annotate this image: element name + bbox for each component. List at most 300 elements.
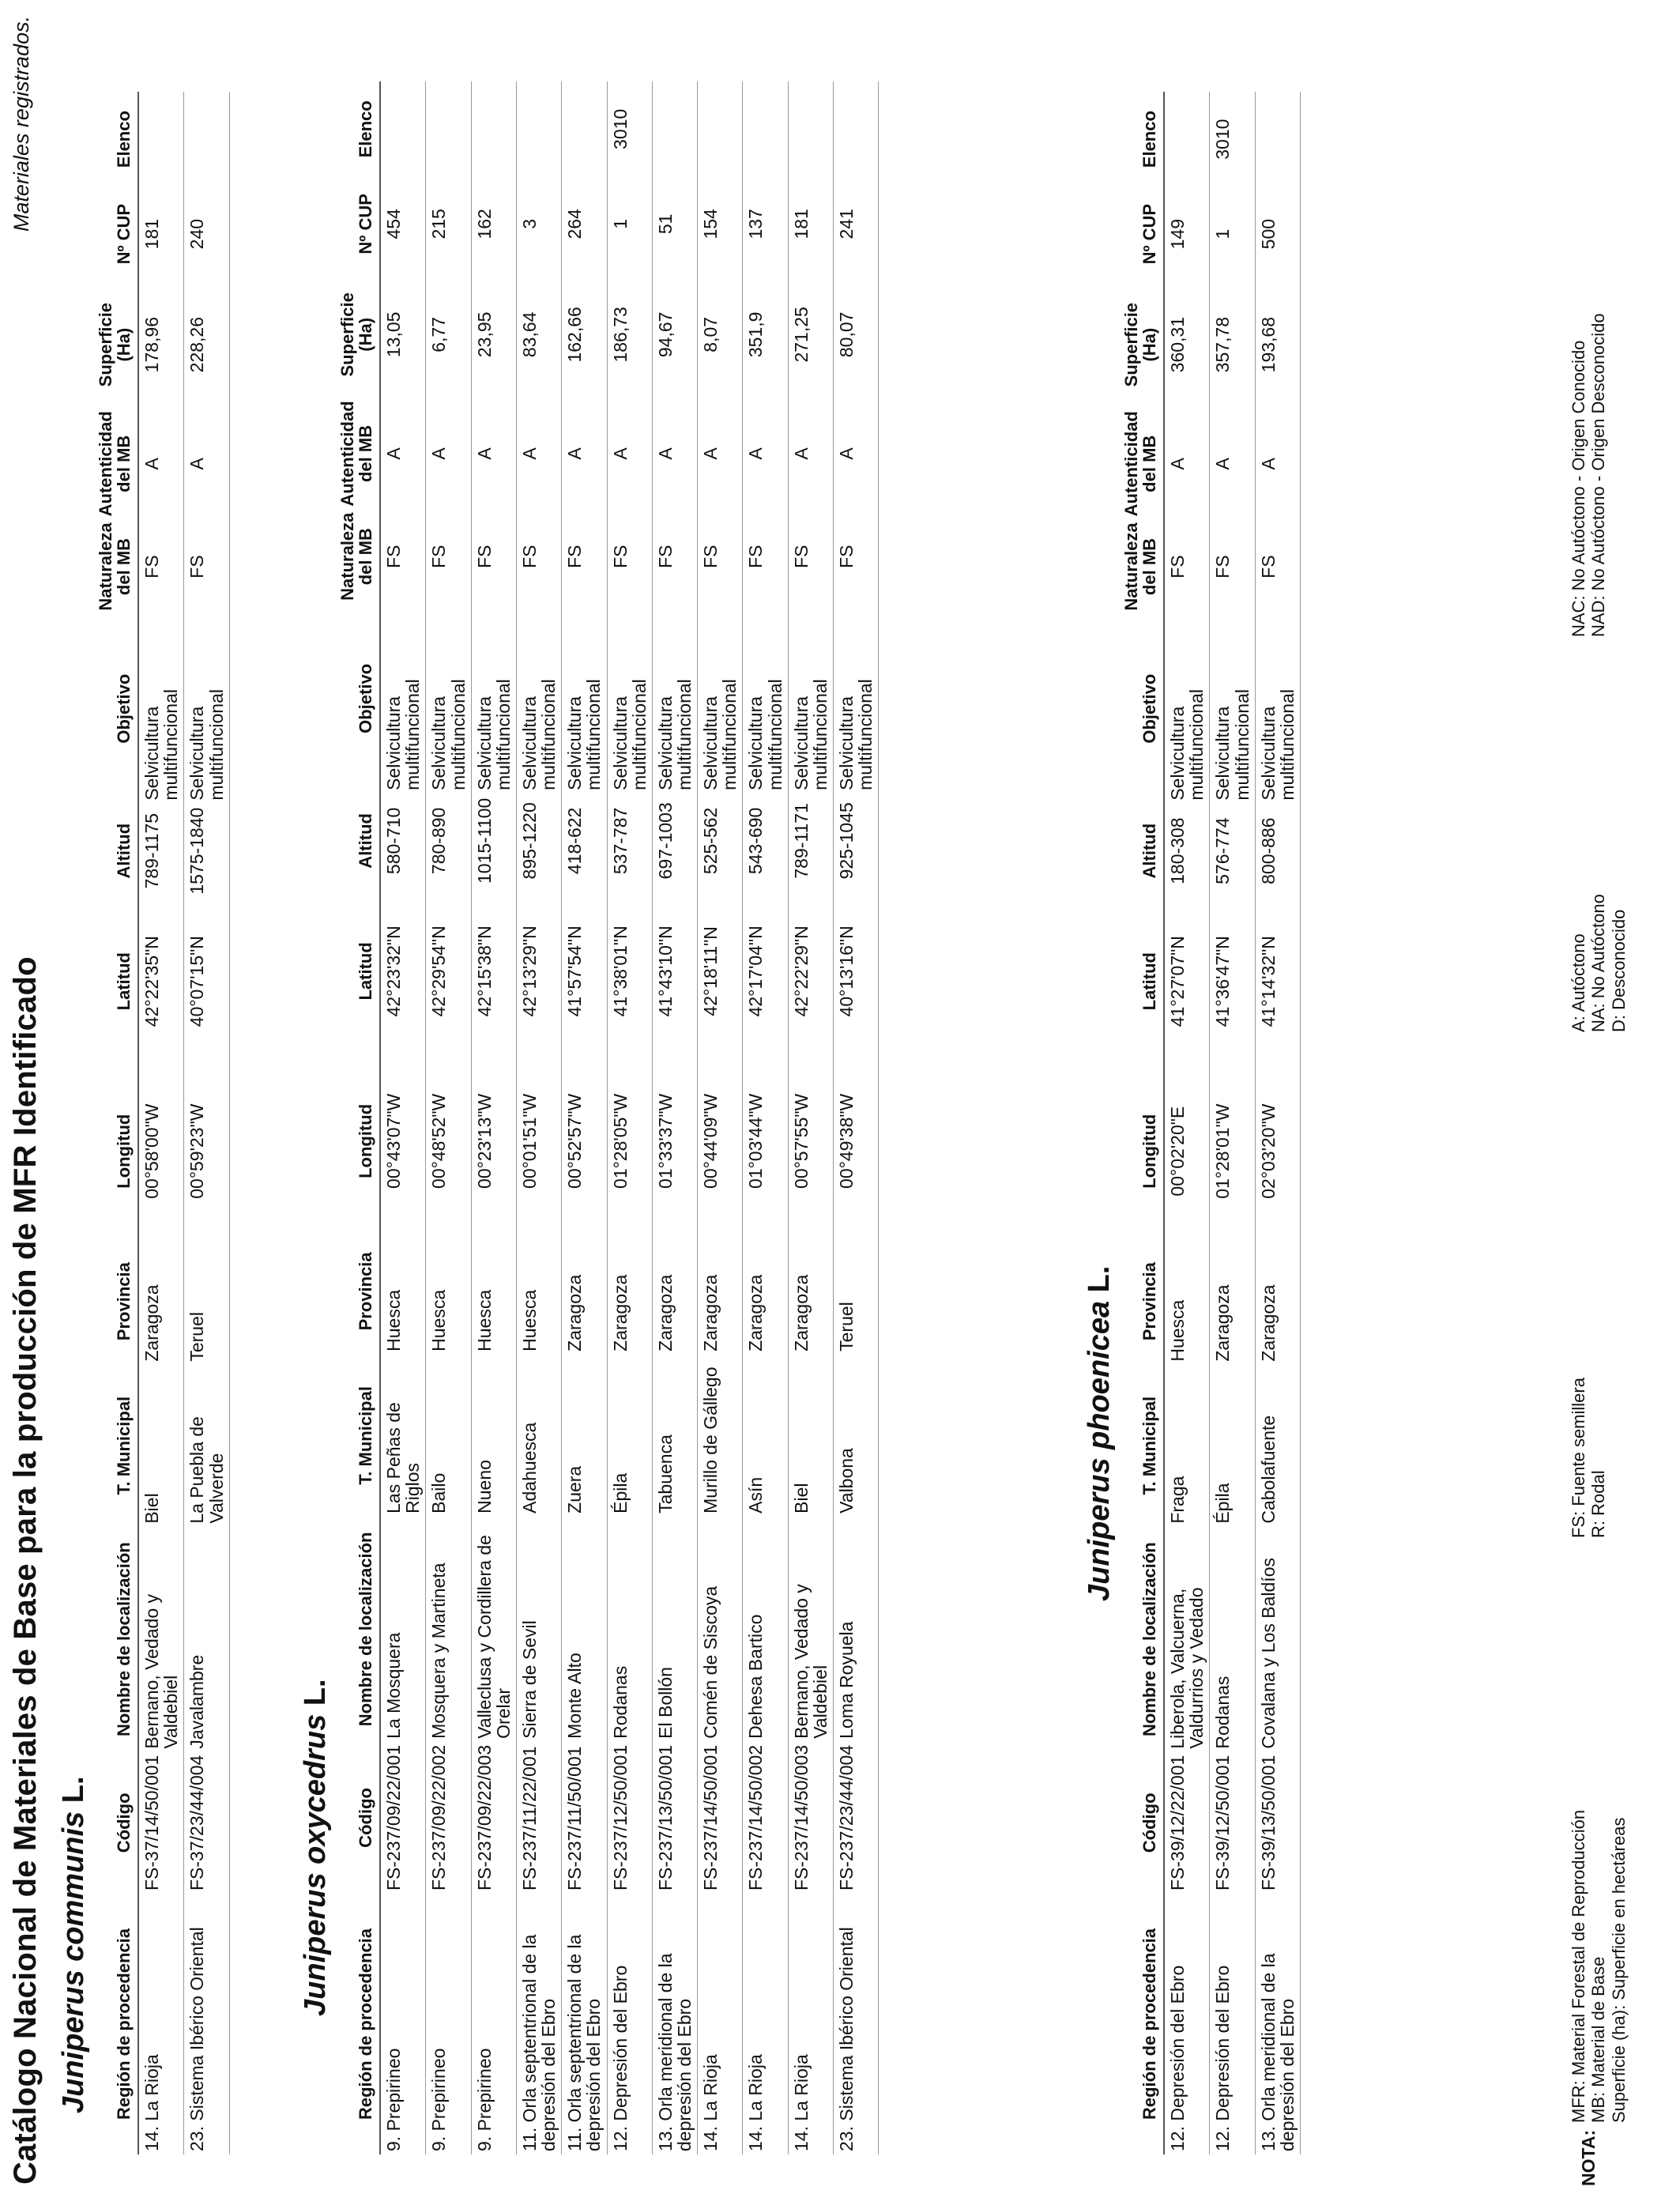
cell-municipal: Épila [607,1355,652,1517]
header-objetivo: Objetivo [1121,614,1164,804]
cell-longitud: 00°23'13"W [471,1054,516,1228]
cell-autenticidad: A [517,398,562,509]
cell-municipal: Épila [1210,1365,1255,1527]
cell-latitud: 42°17'04"N [743,888,788,1054]
cell-municipal: Biel [788,1355,833,1517]
header-superficie: Superficie (Ha) [95,281,138,408]
header-superficie: Superficie (Ha) [337,271,380,398]
cell-cup: 1 [607,176,652,271]
cell-autenticidad: A [788,398,833,509]
cell-autenticidad: A [426,398,471,509]
cell-superficie: 357,78 [1210,281,1255,408]
header-latitud: Latitud [95,899,138,1065]
cell-localizacion: La Mosquera [380,1517,426,1742]
cell-altitud: 780-890 [426,794,471,888]
header-latitud: Latitud [337,888,380,1054]
cell-codigo: FS-237/12/50/001 [607,1742,652,1894]
cell-region: 9. Prepirineo [426,1894,471,2154]
cell-longitud: 01°28'05"W [607,1054,652,1228]
cell-longitud: 00°57'55"W [788,1054,833,1228]
header-municipal: T. Municipal [95,1365,138,1527]
cell-municipal: Zuera [562,1355,607,1517]
cell-municipal: Las Peñas de Riglos [380,1355,426,1517]
cell-superficie: 83,64 [517,271,562,398]
cell-localizacion: Sierra de Sevil [517,1517,562,1742]
cell-longitud: 00°01'51"W [517,1054,562,1228]
cell-localizacion: Mosquera y Martineta [426,1517,471,1742]
cell-elenco: 3010 [1210,92,1255,187]
cell-cup: 1 [1210,187,1255,281]
cell-superficie: 162,66 [562,271,607,398]
cell-cup: 181 [138,187,184,281]
cell-cup: 241 [834,176,879,271]
cell-superficie: 8,07 [698,271,743,398]
cell-cup: 51 [652,176,697,271]
cell-longitud: 00°52'57"W [562,1054,607,1228]
header-region: Región de procedencia [337,1894,380,2154]
cell-localizacion: Bernano, Vedado y Valdebiel [138,1527,184,1752]
cell-elenco [138,92,184,187]
cell-elenco [562,81,607,176]
cell-provincia: Zaragoza [138,1238,184,1365]
header-localizacion: Nombre de localización [95,1527,138,1752]
cell-altitud: 789-1171 [788,794,833,888]
cell-latitud: 42°15'38"N [471,888,516,1054]
cell-elenco [1255,92,1300,187]
cell-superficie: 228,26 [184,281,229,408]
cell-municipal: Murillo de Gállego [698,1355,743,1517]
header-row [1121,92,1164,2154]
header-autenticidad: Autenticidad del MB [337,398,380,509]
cell-provincia: Zaragoza [562,1228,607,1355]
table-row [1210,92,1255,2154]
cell-codigo: FS-237/09/22/003 [471,1742,516,1894]
cell-municipal: La Puebla de Valverde [184,1365,229,1527]
table-row [562,81,607,2154]
cell-cup: 215 [426,176,471,271]
table-phoenicea [1121,92,1301,2154]
cell-latitud: 41°36'47"N [1210,899,1255,1065]
cell-autenticidad: A [607,398,652,509]
cell-localizacion: Liberola, Valcuerna, Valdurrios y Vedado [1164,1527,1210,1752]
cell-altitud: 180-308 [1164,804,1210,899]
cell-autenticidad: A [184,408,229,519]
cell-region: 12. Depresión del Ebro [607,1894,652,2154]
cell-elenco [184,92,229,187]
cell-objetivo: Selvicultura multifuncional [380,604,426,794]
notes-col-1: MFR: Material Forestal de Reproducción MB: Material de Base Superficie (ha): Superficie en hectáreas [1569,1809,1629,2123]
cell-elenco [517,81,562,176]
cell-altitud: 697-1003 [652,794,697,888]
cell-localizacion: Bernano, Vedado y Valdebiel [788,1517,833,1742]
cell-region: 14. La Rioja [698,1894,743,2154]
cell-objetivo: Selvicultura multifuncional [1164,614,1210,804]
table-communis [95,92,230,2154]
cell-autenticidad: A [1164,408,1210,519]
cell-cup: 181 [788,176,833,271]
notes-label: NOTA: [1578,2129,1599,2186]
cell-cup: 454 [380,176,426,271]
header-latitud: Latitud [1121,899,1164,1065]
notes-col-3: A: Autóctono NA: No Autóctono D: Desconocido [1569,894,1629,1032]
cell-latitud: 42°22'35"N [138,899,184,1065]
section-juniperus-phoenicea [1083,5,1414,2154]
cell-naturaleza: FS [1210,519,1255,613]
cell-autenticidad: A [562,398,607,509]
cell-provincia: Zaragoza [652,1228,697,1355]
cell-codigo: FS-237/14/50/003 [788,1742,833,1894]
cell-codigo: FS-237/09/22/002 [426,1742,471,1894]
header-autenticidad: Autenticidad del MB [1121,408,1164,519]
cell-altitud: 525-562 [698,794,743,888]
document-subtitle: Materiales registrados. [9,16,33,232]
cell-naturaleza: FS [1255,519,1300,613]
cell-longitud: 01°33'37"W [652,1054,697,1228]
cell-provincia: Huesca [426,1228,471,1355]
cell-latitud: 41°27'07"N [1164,899,1210,1065]
cell-localizacion: Javalambre [184,1527,229,1752]
cell-superficie: 178,96 [138,281,184,408]
header-elenco: Elenco [1121,92,1164,187]
cell-longitud: 00°44'09"W [698,1054,743,1228]
cell-objetivo: Selvicultura multifuncional [517,604,562,794]
cell-superficie: 94,67 [652,271,697,398]
cell-provincia: Huesca [471,1228,516,1355]
cell-superficie: 271,25 [788,271,833,398]
cell-superficie: 186,73 [607,271,652,398]
cell-codigo: FS-37/23/44/004 [184,1752,229,1894]
header-longitud: Longitud [95,1065,138,1238]
cell-longitud: 00°48'52"W [426,1054,471,1228]
cell-localizacion: Loma Royuela [834,1517,879,1742]
table-row [652,81,697,2154]
header-row [95,92,138,2154]
cell-autenticidad: A [1210,408,1255,519]
table-oxycedrus [337,81,879,2154]
cell-codigo: FS-37/14/50/001 [138,1752,184,1894]
cell-region: 14. La Rioja [743,1894,788,2154]
cell-naturaleza: FS [471,510,516,604]
notes-col-2: FS: Fuente semillera R: Rodal [1569,1378,1609,1538]
cell-naturaleza: FS [607,510,652,604]
notes-col-4: NAC: No Autóctono - Origen Conocido NAD: No Autóctono - Origen Desconocido [1569,313,1609,637]
cell-naturaleza: FS [788,510,833,604]
cell-provincia: Huesca [380,1228,426,1355]
cell-objetivo: Selvicultura multifuncional [1255,614,1300,804]
cell-localizacion: Dehesa Bartico [743,1517,788,1742]
cell-altitud: 576-774 [1210,804,1255,899]
cell-codigo: FS-237/14/50/001 [698,1742,743,1894]
cell-region: 13. Orla meridional de la depresión del Ebro [652,1894,697,2154]
cell-autenticidad: A [652,398,697,509]
cell-localizacion: El Bollón [652,1517,697,1742]
cell-superficie: 13,05 [380,271,426,398]
header-localizacion: Nombre de localización [1121,1527,1164,1752]
cell-region: 9. Prepirineo [471,1894,516,2154]
cell-objetivo: Selvicultura multifuncional [562,604,607,794]
header-elenco: Elenco [337,81,380,176]
cell-provincia: Zaragoza [743,1228,788,1355]
cell-latitud: 41°38'01"N [607,888,652,1054]
cell-autenticidad: A [138,408,184,519]
table-row [788,81,833,2154]
header-cup: Nº CUP [95,187,138,281]
cell-naturaleza: FS [834,510,879,604]
cell-latitud: 42°22'29"N [788,888,833,1054]
cell-elenco [834,81,879,176]
cell-longitud: 02°03'20"W [1255,1065,1300,1238]
section-juniperus-oxycedrus [299,5,1121,2154]
cell-latitud: 42°13'29"N [517,888,562,1054]
header-altitud: Altitud [337,794,380,888]
cell-superficie: 351,9 [743,271,788,398]
cell-autenticidad: A [471,398,516,509]
header-naturaleza: Naturaleza del MB [337,510,380,604]
header-cup: Nº CUP [1121,187,1164,281]
cell-codigo: FS-237/14/50/002 [743,1742,788,1894]
cell-municipal: Bailo [426,1355,471,1517]
cell-naturaleza: FS [1164,519,1210,613]
cell-naturaleza: FS [184,519,229,613]
cell-longitud: 01°28'01"W [1210,1065,1255,1238]
cell-autenticidad: A [834,398,879,509]
header-provincia: Provincia [1121,1238,1164,1365]
cell-objetivo: Selvicultura multifuncional [471,604,516,794]
cell-longitud: 00°49'38"W [834,1054,879,1228]
header-altitud: Altitud [95,804,138,899]
table-row [607,81,652,2154]
header-naturaleza: Naturaleza del MB [95,519,138,613]
cell-naturaleza: FS [562,510,607,604]
header-objetivo: Objetivo [95,614,138,804]
cell-latitud: 42°18'11"N [698,888,743,1054]
cell-municipal: Cabolafuente [1255,1365,1300,1527]
cell-elenco [698,81,743,176]
table-row [698,81,743,2154]
cell-region: 13. Orla meridional de la depresión del Ebro [1255,1894,1300,2154]
cell-altitud: 1575-1840 [184,804,229,899]
cell-naturaleza: FS [698,510,743,604]
table-row [1255,92,1300,2154]
cell-municipal: Fraga [1164,1365,1210,1527]
cell-codigo: FS-237/23/44/004 [834,1742,879,1894]
header-region: Región de procedencia [1121,1894,1164,2154]
cell-altitud: 925-1045 [834,794,879,888]
cell-localizacion: Rodanas [607,1517,652,1742]
cell-altitud: 580-710 [380,794,426,888]
cell-longitud: 00°59'23"W [184,1065,229,1238]
cell-objetivo: Selvicultura multifuncional [184,614,229,804]
cell-autenticidad: A [380,398,426,509]
cell-localizacion: Rodanas [1210,1527,1255,1752]
cell-elenco: 3010 [607,81,652,176]
header-row [337,81,380,2154]
table-row [426,81,471,2154]
header-elenco: Elenco [95,92,138,187]
cell-cup: 162 [471,176,516,271]
cell-autenticidad: A [1255,408,1300,519]
cell-objetivo: Selvicultura multifuncional [698,604,743,794]
cell-municipal: Adahuesca [517,1355,562,1517]
cell-longitud: 00°02'20"E [1164,1065,1210,1238]
header-objetivo: Objetivo [337,604,380,794]
cell-altitud: 895-1220 [517,794,562,888]
cell-municipal: Asín [743,1355,788,1517]
cell-codigo: FS-39/12/50/001 [1210,1752,1255,1894]
table-row [471,81,516,2154]
cell-objetivo: Selvicultura multifuncional [788,604,833,794]
cell-latitud: 41°14'32"N [1255,899,1300,1065]
cell-cup: 149 [1164,187,1210,281]
table-row [1164,92,1210,2154]
section-juniperus-communis [57,5,294,2154]
header-naturaleza: Naturaleza del MB [1121,519,1164,613]
cell-latitud: 41°57'54"N [562,888,607,1054]
cell-objetivo: Selvicultura multifuncional [426,604,471,794]
header-codigo: Código [95,1752,138,1894]
cell-provincia: Teruel [184,1238,229,1365]
cell-autenticidad: A [743,398,788,509]
header-longitud: Longitud [337,1054,380,1228]
cell-altitud: 800-886 [1255,804,1300,899]
cell-codigo: FS-237/11/22/001 [517,1742,562,1894]
table-row [184,92,229,2154]
cell-superficie: 193,68 [1255,281,1300,408]
cell-altitud: 789-1175 [138,804,184,899]
cell-provincia: Huesca [517,1228,562,1355]
cell-latitud: 41°43'10"N [652,888,697,1054]
cell-region: 23. Sistema Ibérico Oriental [184,1894,229,2154]
cell-localizacion: Valleclusa y Cordillera de Orelar [471,1517,516,1742]
cell-municipal: Biel [138,1365,184,1527]
cell-codigo: FS-237/13/50/001 [652,1742,697,1894]
header-codigo: Código [1121,1752,1164,1894]
header-codigo: Código [337,1742,380,1894]
header-superficie: Superficie (Ha) [1121,281,1164,408]
cell-autenticidad: A [698,398,743,509]
cell-cup: 500 [1255,187,1300,281]
cell-region: 14. La Rioja [788,1894,833,2154]
header-localizacion: Nombre de localización [337,1517,380,1742]
cell-altitud: 537-787 [607,794,652,888]
cell-altitud: 418-622 [562,794,607,888]
cell-cup: 154 [698,176,743,271]
cell-latitud: 42°23'32"N [380,888,426,1054]
cell-municipal: Nueno [471,1355,516,1517]
cell-objetivo: Selvicultura multifuncional [743,604,788,794]
cell-cup: 264 [562,176,607,271]
cell-objetivo: Selvicultura multifuncional [607,604,652,794]
table-row [834,81,879,2154]
cell-provincia: Huesca [1164,1238,1210,1365]
cell-elenco [426,81,471,176]
header-autenticidad: Autenticidad del MB [95,408,138,519]
cell-region: 11. Orla septentrional de la depresión del Ebro [517,1894,562,2154]
cell-elenco [652,81,697,176]
cell-objetivo: Selvicultura multifuncional [834,604,879,794]
species-heading: Juniperus communis L. [57,1776,90,2113]
cell-superficie: 360,31 [1164,281,1210,408]
cell-naturaleza: FS [743,510,788,604]
cell-codigo: FS-237/11/50/001 [562,1742,607,1894]
cell-latitud: 40°07'15"N [184,899,229,1065]
cell-cup: 137 [743,176,788,271]
cell-naturaleza: FS [426,510,471,604]
cell-localizacion: Monte Alto [562,1517,607,1742]
cell-latitud: 40°13'16"N [834,888,879,1054]
cell-elenco [471,81,516,176]
cell-naturaleza: FS [138,519,184,613]
cell-provincia: Zaragoza [1210,1238,1255,1365]
cell-provincia: Zaragoza [788,1228,833,1355]
table-row [517,81,562,2154]
cell-region: 11. Orla septentrional de la depresión del Ebro [562,1894,607,2154]
cell-localizacion: Comén de Siscoya [698,1517,743,1742]
cell-longitud: 01°03'44"W [743,1054,788,1228]
header-provincia: Provincia [95,1238,138,1365]
header-cup: Nº CUP [337,176,380,271]
cell-region: 9. Prepirineo [380,1894,426,2154]
cell-superficie: 6,77 [426,271,471,398]
cell-provincia: Zaragoza [1255,1238,1300,1365]
cell-municipal: Tabuenca [652,1355,697,1517]
cell-superficie: 23,95 [471,271,516,398]
cell-region: 14. La Rioja [138,1894,184,2154]
cell-longitud: 00°58'00"W [138,1065,184,1238]
cell-provincia: Zaragoza [698,1228,743,1355]
header-altitud: Altitud [1121,804,1164,899]
cell-region: 12. Depresión del Ebro [1210,1894,1255,2154]
header-provincia: Provincia [337,1228,380,1355]
cell-naturaleza: FS [380,510,426,604]
cell-region: 23. Sistema Ibérico Oriental [834,1894,879,2154]
cell-superficie: 80,07 [834,271,879,398]
cell-elenco [788,81,833,176]
cell-objetivo: Selvicultura multifuncional [1210,614,1255,804]
cell-localizacion: Covalana y Los Baldíos [1255,1527,1300,1752]
table-row [743,81,788,2154]
table-row [138,92,184,2154]
header-municipal: T. Municipal [337,1355,380,1517]
cell-latitud: 42°29'54"N [426,888,471,1054]
cell-elenco [1164,92,1210,187]
species-heading: Juniperus oxycedrus L. [299,1679,332,2016]
header-longitud: Longitud [1121,1065,1164,1238]
header-municipal: T. Municipal [1121,1365,1164,1527]
cell-elenco [380,81,426,176]
cell-naturaleza: FS [517,510,562,604]
cell-cup: 3 [517,176,562,271]
cell-objetivo: Selvicultura multifuncional [652,604,697,794]
cell-objetivo: Selvicultura multifuncional [138,614,184,804]
cell-elenco [743,81,788,176]
header-region: Región de procedencia [95,1894,138,2154]
cell-naturaleza: FS [652,510,697,604]
species-heading: Juniperus phoenicea L. [1083,1265,1116,1601]
table-row [380,81,426,2154]
cell-longitud: 00°43'07"W [380,1054,426,1228]
cell-region: 12. Depresión del Ebro [1164,1894,1210,2154]
cell-cup: 240 [184,187,229,281]
cell-codigo: FS-39/13/50/001 [1255,1752,1300,1894]
cell-codigo: FS-237/09/22/001 [380,1742,426,1894]
cell-provincia: Teruel [834,1228,879,1355]
cell-municipal: Valbona [834,1355,879,1517]
document-title: Catálogo Nacional de Materiales de Base para la producción de MFR Identificado [8,956,43,2185]
cell-altitud: 1015-1100 [471,794,516,888]
cell-codigo: FS-39/12/22/001 [1164,1752,1210,1894]
cell-altitud: 543-690 [743,794,788,888]
